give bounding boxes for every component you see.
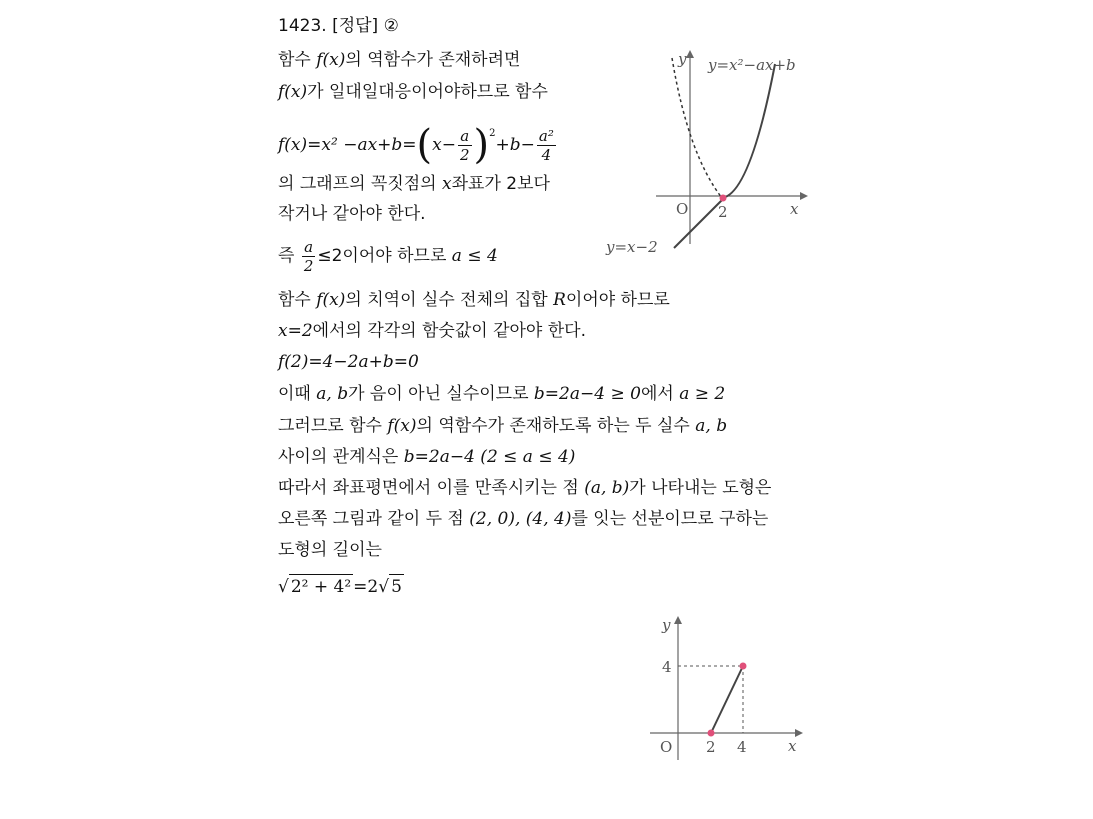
figure-parabola-graph	[600, 44, 830, 262]
text-line-5: 작거나 같아야 한다.	[278, 204, 426, 224]
tick-label-x4: 4	[737, 738, 747, 756]
text-line-9: f(2)=4−2a+b=0	[278, 352, 419, 372]
y-axis-label: y	[662, 616, 671, 634]
tick-label-2: 2	[718, 203, 728, 221]
figure-segment-graph	[640, 608, 810, 770]
text-line-4: 의 그래프의 꼭짓점의 x좌표가 2보다	[278, 174, 550, 194]
text-line-2: f(x)가 일대일대응이어야하므로 함수	[278, 82, 548, 102]
fraction-a-over-2-b: $\frac{a}{2}$	[303, 237, 314, 275]
text-line-8: x=2에서의 각각의 함숫값이 같아야 한다.	[278, 321, 587, 341]
curve-label: y=x²−ax+b	[708, 56, 796, 74]
equation-completing-square: f(x)=x² −ax+b=(x− $\frac{a}{2}$ )$^2$+b− $\frac{\text{a²}}{4}$	[278, 122, 554, 168]
text-line-11: 그러므로 함수 f(x)의 역함수가 존재하도록 하는 두 실수 a, b	[278, 416, 728, 436]
text-line-12: 사이의 관계식은 b=2a−4 (2 ≤ a ≤ 4)	[278, 447, 576, 467]
tick-label-x2: 2	[706, 738, 716, 756]
x-axis-label: x	[790, 200, 799, 218]
point-4-4	[740, 663, 747, 670]
origin-label: O	[676, 200, 689, 218]
line-label: y=x−2	[606, 238, 658, 256]
sqrt-expression: 2² + 4²	[289, 574, 353, 599]
text-line-1: 함수 f(x)의 역함수가 존재하려면	[278, 50, 521, 70]
problem-header	[278, 14, 399, 38]
text-line-10: 이때 a, b가 음이 아닌 실수이므로 b=2a−4 ≥ 0에서 a ≥ 2	[278, 384, 726, 404]
x-axis-label: x	[788, 737, 797, 755]
point-2-0	[708, 730, 715, 737]
text-line-14: 오른쪽 그림과 같이 두 점 (2, 0), (4, 4)를 잇는 선분이므로 구하는	[278, 509, 769, 529]
tick-label-y4: 4	[662, 658, 672, 676]
fraction-a2-over-4: $\frac{\text{a²}}{4}$	[538, 126, 554, 164]
problem-number: 1423. [정답] ②	[278, 16, 399, 36]
text-line-13: 따라서 좌표평면에서 이를 만족시키는 점 (a, b)가 나타내는 도형은	[278, 478, 772, 498]
y-axis-label: y	[678, 50, 687, 68]
fraction-a-over-2: $\frac{a}{2}$	[460, 126, 470, 164]
text-line-7: 함수 f(x)의 치역이 실수 전체의 집합 R이어야 하므로	[278, 290, 670, 310]
origin-label: O	[660, 738, 673, 756]
text-line-6: 즉 $\frac{a}{2}$ ≤2이어야 하므로 a ≤ 4	[278, 237, 498, 275]
vertex-point	[720, 195, 727, 202]
final-answer: √ 2² + 4² =2√ 5	[278, 574, 404, 599]
text-line-15: 도형의 길이는	[278, 540, 382, 560]
